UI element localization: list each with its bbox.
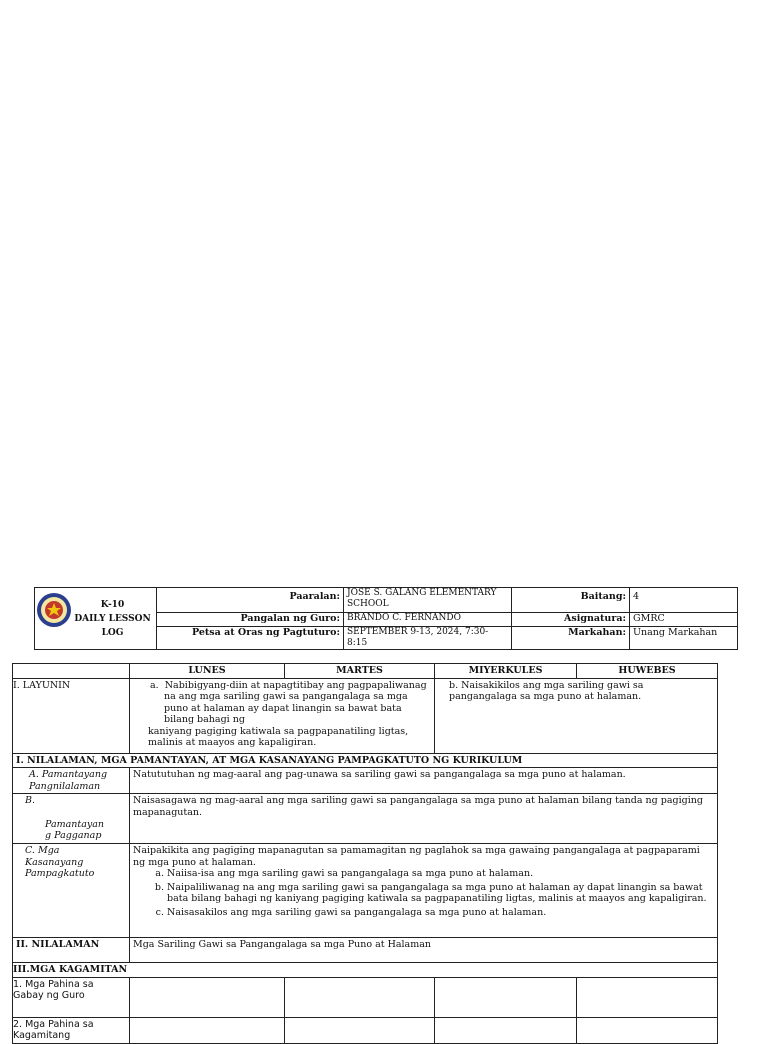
section-3-title: III.MGA KAGAMITAN [13, 963, 718, 978]
section-1c-cell [130, 844, 718, 938]
section-1a-label: A. Pamantayang Pangnilalaman [13, 768, 130, 794]
section-3-row-1-label: 1. Mga Pahina sa Gabay ng Guro [13, 977, 130, 1017]
date-label: Petsa at Oras ng Pagtuturo: [157, 627, 344, 650]
layunin-item-a-cont: kaniyang pagiging katiwala sa pagpapanatiling ligtas, malinis at maayos ang kapaligiran. [148, 725, 409, 748]
dll-title-line-3: LOG [101, 627, 124, 638]
teacher-value: BRANDO C. FERNANDO [344, 613, 512, 627]
dll-title-line-2: DAILY LESSON [74, 613, 151, 624]
section-3-row-1-martes [285, 977, 435, 1017]
section-1c-list [133, 868, 714, 918]
dll-title-line-1: K-10 [100, 599, 125, 610]
date-value: SEPTEMBER 9-13, 2024, 7:30-8:15 [344, 627, 512, 650]
section-3-row-1-huwebes [577, 977, 718, 1017]
day-header-martes: MARTES [285, 664, 435, 679]
quarter-label: Markahan: [512, 627, 630, 650]
section-3-row-2-lunes [130, 1017, 285, 1043]
school-label: Paaralan: [157, 588, 344, 613]
layunin-a-marker: a. [150, 679, 165, 691]
layunin-item-b: b. Naisakikilos ang mga sariling gawi sa pangangalaga sa mga puno at halaman. [435, 678, 718, 753]
section-2-label: II. NILALAMAN [13, 938, 130, 963]
teacher-label: Pangalan ng Guro: [157, 613, 344, 627]
section-3-row-2-huwebes [577, 1017, 718, 1043]
section-2-text: Mga Sariling Gawi sa Pangangalaga sa mga Puno at Halaman [130, 938, 718, 963]
lesson-log-table [12, 663, 718, 1044]
section-1c-item-a: a. Naiisa-isa ang mga sariling gawi sa pangangalaga sa mga puno at halaman. [167, 868, 714, 880]
grade-value: 4 [630, 588, 738, 613]
corner-cell [13, 664, 130, 679]
header-table [34, 587, 738, 650]
day-header-lunes: LUNES [130, 664, 285, 679]
section-3-row-2-miyerkules [435, 1017, 577, 1043]
section-1a-text: Natututuhan ng mag-aaral ang pag-unawa sa sariling gawi sa pangangalaga sa mga puno at halaman. [130, 768, 718, 794]
section-3-row-2-martes [285, 1017, 435, 1043]
section-1b-text: Naisasagawa ng mag-aaral ang mga sariling gawi sa pangangalaga sa mga puno at halaman bilang tanda ng pagiging mapanagutan. [130, 794, 718, 844]
section-3-row-2-label: 2. Mga Pahina sa Kagamitang [13, 1017, 130, 1043]
section-1c-label: C. Mga Kasanayang Pampagkatuto [13, 844, 130, 938]
layunin-label: I. LAYUNIN [13, 678, 130, 753]
section-1c-item-b: b. Naipaliliwanag na ang mga sariling gawi sa pangangalaga sa mga puno at halaman ay dapat linangin sa bawat bata bilang bahagi ng kaniyang pagiging katiwala sa pagpapanatiling ligtas, malinis at maayos ang kapaligiran. [167, 882, 714, 905]
subject-value: GMRC [630, 613, 738, 627]
deped-seal-icon [36, 592, 72, 628]
school-value: JOSE S. GALANG ELEMENTARY SCHOOL [344, 588, 512, 613]
section-1c-intro: Naipakikita ang pagiging mapanagutan sa pamamagitan ng paglahok sa mga gawaing pangangalaga at pagpaparami ng mga puno at halaman. [133, 845, 700, 868]
layunin-item-a: Nabibigyang-diin at napagtitibay ang pagpapaliwanag na ang mga sariling gawi sa pangangalaga sa mga puno at halaman ay dapat linangin sa bawat bata bilang bahagi ng [164, 679, 427, 725]
grade-label: Baitang: [512, 588, 630, 613]
section-1b-letter: B. [25, 795, 36, 806]
section-3-row-1-miyerkules [435, 977, 577, 1017]
section-1c-item-c: c. Naisasakilos ang mga sariling gawi sa pangangalaga sa mga puno at halaman. [167, 907, 714, 919]
day-header-huwebes: HUWEBES [577, 664, 718, 679]
quarter-value: Unang Markahan [630, 627, 738, 650]
section-1b-label: Pamantayan g Pagganap [45, 818, 105, 841]
day-header-miyerkules: MIYERKULES [435, 664, 577, 679]
subject-label: Asignatura: [512, 613, 630, 627]
section-1b-label-cell [13, 794, 130, 844]
logo-cell [35, 588, 157, 650]
layunin-cell-lunes-martes [130, 678, 435, 753]
section-1-title: I. NILALAMAN, MGA PAMANTAYAN, AT MGA KASANAYANG PAMPAGKATUTO NG KURIKULUM [13, 753, 718, 768]
section-3-row-1-lunes [130, 977, 285, 1017]
